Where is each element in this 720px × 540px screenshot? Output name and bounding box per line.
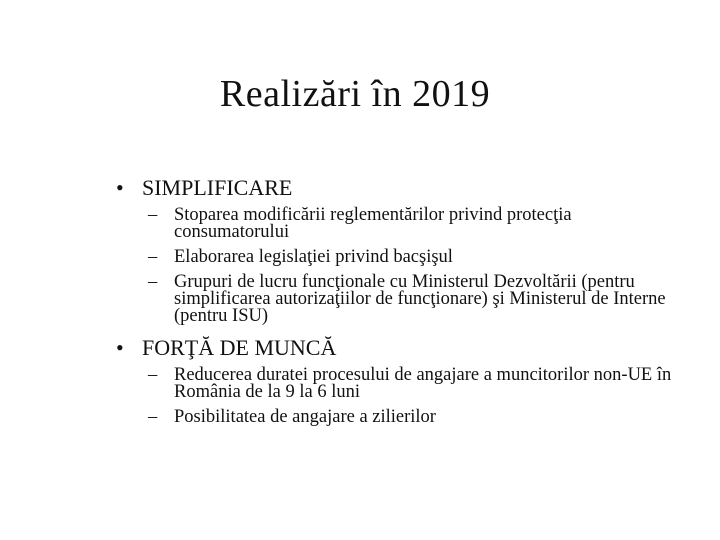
section-forta-de-munca-items <box>116 367 676 426</box>
list-item-text: Reducerea duratei procesului de angajare a muncitorilor non-UE în România de la 9 la 6 luni <box>174 365 672 402</box>
dash-icon: – <box>148 272 158 292</box>
slide-title: Realizări în 2019 <box>219 73 491 115</box>
list-item <box>116 249 676 266</box>
dash-icon: – <box>148 205 158 225</box>
list-item-text: Grupuri de lucru funcţionale cu Ministerul Dezvoltării (pentru simplificarea autorizaţiilor de funcţionare) şi Ministerul de Interne (pentru ISU) <box>174 272 666 326</box>
list-item <box>116 274 676 325</box>
list-item <box>116 207 676 241</box>
section-forta-de-munca <box>116 335 676 361</box>
list-item-text: Elaborarea legislaţiei privind bacşişul <box>174 247 453 267</box>
slide-content <box>116 175 676 434</box>
dash-icon: – <box>148 247 158 267</box>
list-item-text: Stoparea modificării reglementărilor privind protecţia consumatorului <box>174 205 572 242</box>
section-simplificare-items <box>116 207 676 325</box>
list-item <box>116 409 676 426</box>
section-heading: FORŢĂ DE MUNCĂ <box>142 335 337 360</box>
dash-icon: – <box>148 365 158 385</box>
section-heading: SIMPLIFICARE <box>142 175 293 200</box>
list-item-text: Posibilitatea de angajare a zilierilor <box>174 407 436 427</box>
dash-icon: – <box>148 407 158 427</box>
bullet-icon: • <box>116 335 124 360</box>
section-simplificare <box>116 175 676 201</box>
bullet-icon: • <box>116 175 124 200</box>
list-item <box>116 367 676 401</box>
